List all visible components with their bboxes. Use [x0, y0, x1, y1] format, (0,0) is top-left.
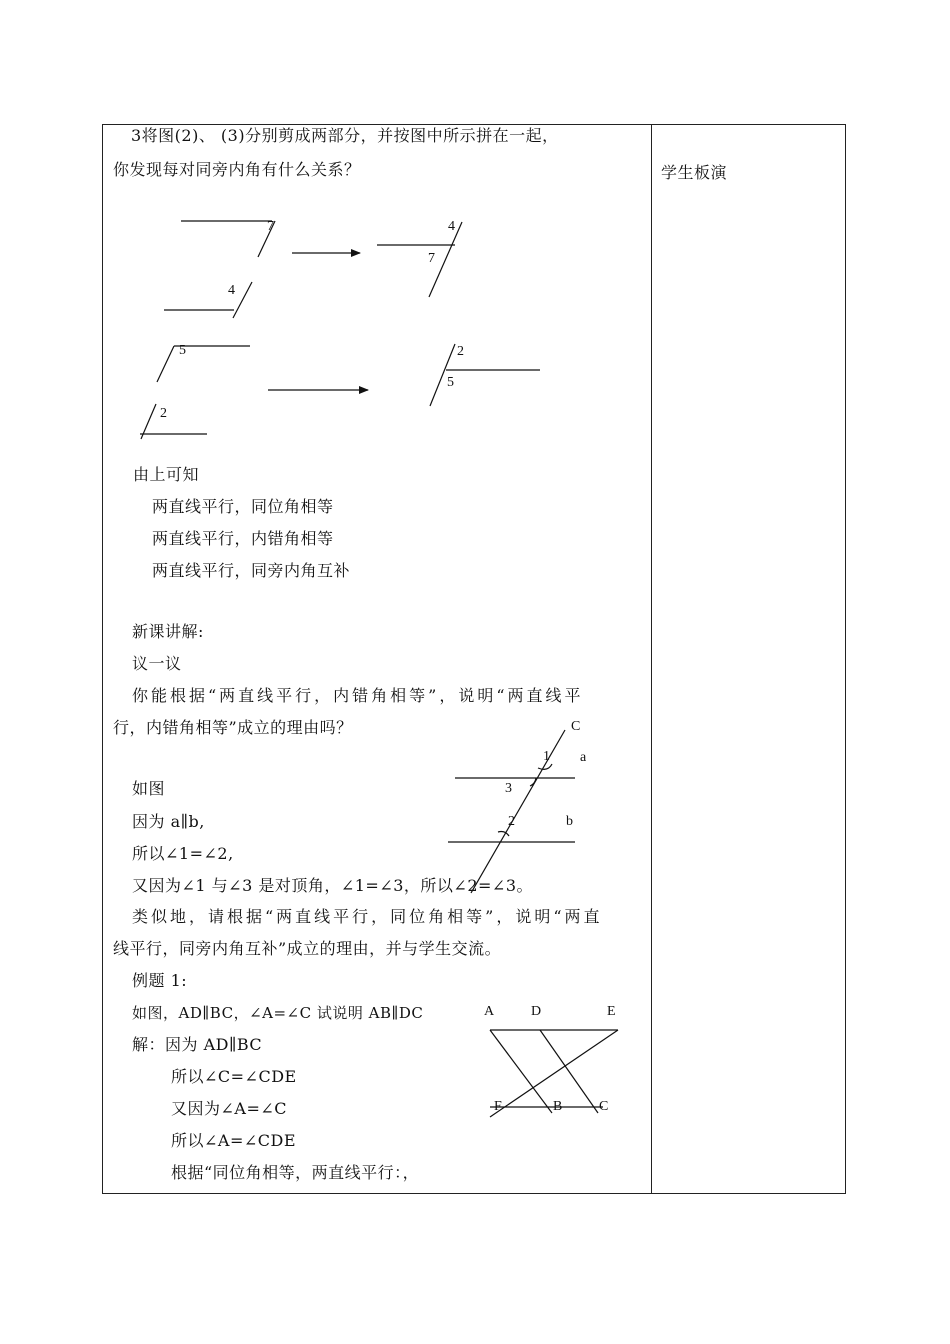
conclusion-heading: 由上可知: [133, 465, 200, 484]
fig1-transversal-bottom: [233, 282, 252, 318]
side-note: 学生板演: [661, 163, 728, 182]
fig3-label-2: 2: [508, 814, 515, 829]
fig4-line-DC: [540, 1030, 598, 1113]
conclusion-item: 两直线平行，内错角相等: [152, 529, 334, 548]
solution-line: 所以∠C=∠CDE: [171, 1067, 297, 1086]
fig2-transversal-top: [157, 346, 174, 382]
question-line-1: 你能根据“两直线平行，内错角相等”，说明“两直线平: [132, 686, 584, 705]
fig4-label-D: D: [531, 1004, 542, 1019]
fig2-label-5b: 5: [447, 375, 454, 390]
question-line-2: 行，内错角相等”成立的理由吗？: [113, 718, 353, 737]
proof-line: 又因为∠1 与∠3 是对顶角，∠1=∠3，所以∠2=∠3。: [132, 876, 534, 895]
fig1-label-4a: 4: [228, 283, 235, 298]
lesson-heading: 新课讲解:: [132, 622, 204, 641]
fig4-label-B: B: [553, 1099, 563, 1114]
proof-line: 所以∠1=∠2,: [132, 844, 234, 863]
example-statement: 如图，AD∥BC，∠A=∠C 试说明 AB∥DC: [132, 1004, 424, 1022]
solution-line: 根据“同位角相等，两直线平行：，: [171, 1163, 420, 1182]
fig1-label-4b: 4: [448, 219, 455, 234]
solution-line: 所以∠A=∠CDE: [171, 1131, 297, 1150]
fig3-label-1: 1: [543, 749, 550, 764]
intro-line-1: 3将图(2)、 (3)分别剪成两部分，并按图中所示拼在一起，: [131, 126, 559, 145]
similar-line-2: 线平行，同旁内角互补”成立的理由，并与学生交流。: [113, 939, 502, 958]
fig1-label-7b: 7: [428, 251, 435, 266]
fig2-label-2b: 2: [457, 344, 464, 359]
fig4-label-F: F: [494, 1099, 502, 1114]
proof-line: 如图: [132, 779, 166, 798]
fig3-label-a: a: [580, 750, 587, 765]
conclusion-item: 两直线平行，同旁内角互补: [152, 561, 351, 580]
discuss-heading: 议一议: [132, 654, 182, 673]
fig2-label-2a: 2: [160, 406, 167, 421]
intro-line-2: 你发现每对同旁内角有什么关系？: [113, 160, 361, 179]
fig4-label-C: C: [599, 1099, 609, 1114]
proof-line: 因为 a∥b,: [132, 812, 205, 831]
solution-line: 解：因为 AD∥BC: [132, 1035, 263, 1054]
fig3-transversal: [471, 730, 565, 893]
fig3-label-C: C: [571, 719, 581, 734]
conclusion-item: 两直线平行，同位角相等: [152, 497, 334, 516]
fig1-label-7a: 7: [267, 219, 274, 234]
fig4-label-E: E: [607, 1004, 616, 1019]
fig3-label-3: 3: [505, 781, 512, 796]
fig3-label-b: b: [566, 814, 573, 829]
fig4-label-A: A: [484, 1004, 495, 1019]
fig3-angle2-mark: [498, 832, 509, 837]
fig3-angle3-mark: [530, 778, 536, 786]
solution-line: 又因为∠A=∠C: [171, 1099, 288, 1118]
fig2-label-5a: 5: [179, 343, 186, 358]
example-title: 例题 1:: [132, 971, 188, 990]
similar-line-1: 类似地，请根据“两直线平行，同位角相等”，说明“两直: [132, 907, 603, 926]
